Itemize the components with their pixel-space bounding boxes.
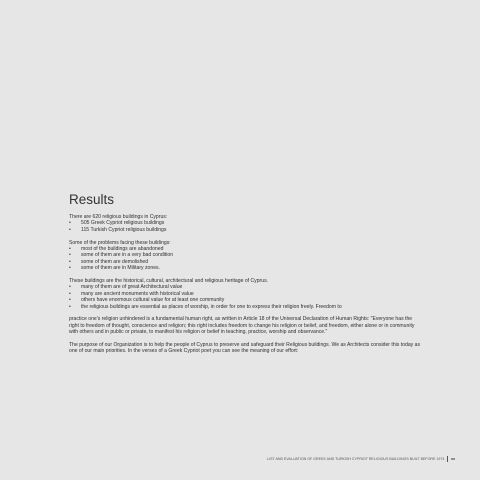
list-item: • others have enormous cultural value for at least one community (69, 297, 421, 303)
list-item: • many of them are of great Architectural value (69, 284, 421, 290)
intro-text: There are 620 religious buildings in Cyprus: (69, 214, 168, 220)
problems-list (69, 246, 421, 272)
footer-divider (447, 456, 448, 462)
body-text (69, 214, 421, 355)
list-item: • some of them are in a very bad condition (69, 252, 421, 258)
list-item: • most of the buildings are abandoned (69, 246, 421, 252)
rights-paragraph: practice one's religion unhindered is a fundamental human right, as written in Article 18 of the Universal Declaration of Human Rights: "Everyone has the right to freedom of thought, conscience and religion; this right includes freedom to change his religion or belief, and freedom, either alone or in community with others and in public or private, to manifest his religion or belief in teaching, practice, worship and observance." (69, 316, 415, 336)
list-item: • the religious buildings are essential as places of worship, in order for one to express their religion freely. Freedom to (69, 304, 421, 310)
page-footer (267, 456, 455, 462)
purpose-paragraph: The purpose of our Organization is to help the people of Cyprus to preserve and safeguard their Religious buildings. We as Architects consider this today as one of our main priorities. In the verses of a Greek Cypriot poet you can see the meaning of our effort: (69, 342, 421, 355)
intro-list (69, 220, 421, 233)
heritage-intro-text: These buildings are the historical, cultural, architectural and religious heritage of Cyprus. (69, 278, 269, 285)
heritage-list (69, 284, 421, 310)
list-item: • some of them are demolished (69, 259, 421, 265)
list-item: • many are ancient monuments with historical value (69, 291, 421, 297)
section-title: Results (69, 192, 115, 207)
list-item: • 505 Greek Cypriot religious buildings (69, 220, 421, 226)
list-item: • some of them are in Military zones. (69, 265, 421, 271)
running-title: LIST AND EVALUATION OF GREEK AND TURKISH CYPRIOT RELIGIOUS BUILDINGS BUILT BEFORE 1974 (267, 456, 445, 461)
page-number: xx (451, 456, 455, 461)
list-item: • 115 Turkish Cypriot religious buildings (69, 227, 421, 233)
problems-intro-text: Some of the problems facing these buildings: (69, 239, 171, 246)
